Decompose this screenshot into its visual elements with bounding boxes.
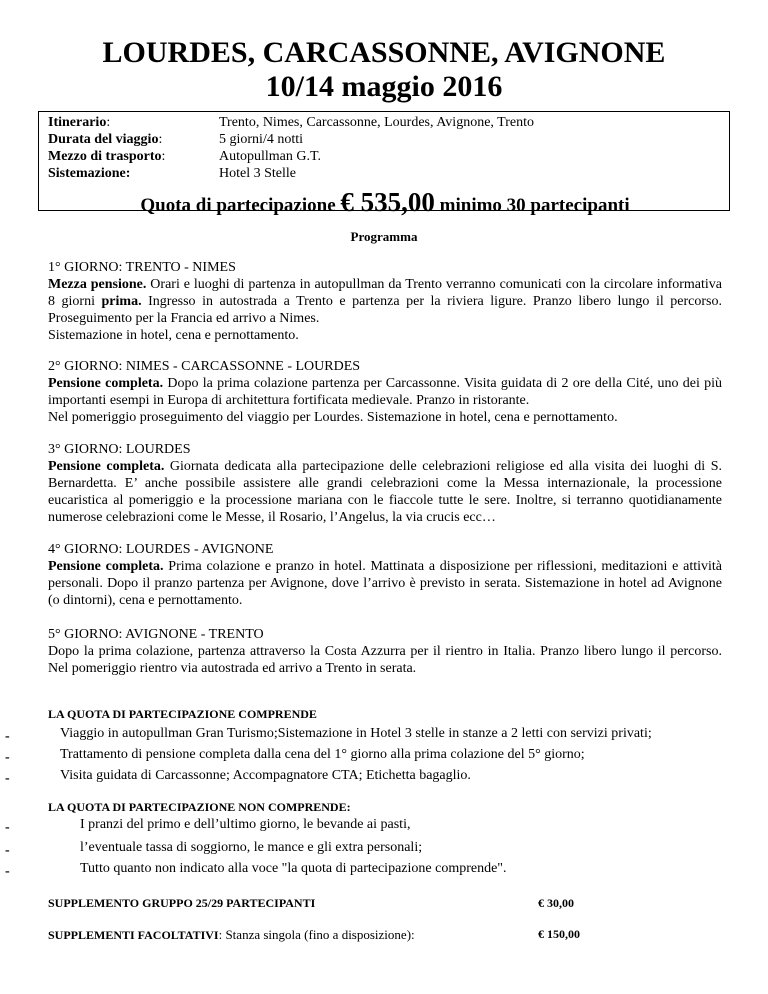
comprende-bullet-2: - xyxy=(5,750,10,765)
day-3-title: 3° GIORNO: LOURDES xyxy=(48,442,191,457)
supplemento-gruppo-price: € 30,00 xyxy=(538,896,574,910)
day-5-title: 5° GIORNO: AVIGNONE - TRENTO xyxy=(48,627,264,642)
day-4-title: 4° GIORNO: LOURDES - AVIGNONE xyxy=(48,542,274,557)
supplementi-facoltativi-price: € 150,00 xyxy=(538,927,580,941)
comprende-item-1: Viaggio in autopullman Gran Turismo;Sistemazione in Hotel 3 stelle in stanze a 2 letti con servizi privati; xyxy=(60,726,652,741)
day-3-text: Pensione completa. Giornata dedicata alla partecipazione delle celebrazioni religiose ed alla visita dei luoghi di S. Bernardetta. E’ anche possibile assistere alle grandi celebrazioni come la Messa internazionale, la processione eucaristica al pomeriggio e la processione mariana con le fiaccole tutte le sere. Inoltre, si terranno quotidianamente numerose celebrazioni come le Messe, il Rosario, l’Angelus, la via crucis ecc… xyxy=(48,459,722,525)
non-comprende-bullet-2: - xyxy=(5,843,10,858)
non-comprende-bullet-3: - xyxy=(5,864,10,879)
quota-partecipazione: Quota di partecipazione € 535,00 minimo 30 partecipanti xyxy=(140,187,630,217)
supplementi-facoltativi-label: SUPPLEMENTI FACOLTATIVI: Stanza singola (fino a disposizione): xyxy=(48,927,415,942)
day-2-text: Pensione completa. Dopo la prima colazione partenza per Carcassonne. Visita guidata di 2 ore della Cité, uno dei più importanti esempi in Europa di architettura fortificata medievale. Pranzo in ristorante. xyxy=(48,376,722,408)
day-4 xyxy=(48,541,722,609)
page-title: LOURDES, CARCASSONNE, AVIGNONE xyxy=(102,36,666,69)
info-label-durata: Durata del viaggio: xyxy=(48,132,163,147)
day-2 xyxy=(48,358,722,426)
day-2-title: 2° GIORNO: NIMES - CARCASSONNE - LOURDES xyxy=(48,359,361,374)
non-comprende-item-2: l’eventuale tassa di soggiorno, le mance e gli extra personali; xyxy=(80,840,423,855)
info-value-sistemazione: Hotel 3 Stelle xyxy=(219,166,296,181)
info-label-mezzo: Mezzo di trasporto: xyxy=(48,149,166,164)
info-label-itinerario: Itinerario: xyxy=(48,115,111,130)
day-1-text: Mezza pensione. Orari e luoghi di partenza in autopullman da Trento verranno comunicati con la circolare informativa 8 giorni prima. Ingresso in autostrada a Trento e partenza per la riviera ligure. Pranzo libero lungo il percorso. Proseguimento per la Francia ed arrivo a Nimes. xyxy=(48,277,722,326)
comprende-item-2: Trattamento di pensione completa dalla cena del 1° giorno alla prima colazione del 5° giorno; xyxy=(60,747,585,762)
day-3 xyxy=(48,441,722,526)
comprende-item-3: Visita guidata di Carcassonne; Accompagnatore CTA; Etichetta bagaglio. xyxy=(60,768,471,783)
info-box xyxy=(38,111,730,217)
supplemento-gruppo-label: SUPPLEMENTO GRUPPO 25/29 PARTECIPANTI xyxy=(48,896,316,910)
page-subtitle-dates: 10/14 maggio 2016 xyxy=(265,70,503,103)
non-comprende-bullet-1: - xyxy=(5,820,10,835)
day-5-text: Dopo la prima colazione, partenza attraverso la Costa Azzurra per il rientro in Italia. Pranzo libero lungo il percorso. Nel pomeriggio rientro via autostrada ed arrivo a Trento in serata. xyxy=(48,644,722,676)
info-value-durata: 5 giorni/4 notti xyxy=(219,132,303,147)
day-2-text-2: Nel pomeriggio proseguimento del viaggio per Lourdes. Sistemazione in hotel, cena e pernottamento. xyxy=(48,410,618,425)
comprende-bullet-3: - xyxy=(5,771,10,786)
info-value-mezzo: Autopullman G.T. xyxy=(219,149,322,164)
non-comprende-item-3: Tutto quanto non indicato alla voce "la quota di partecipazione comprende". xyxy=(80,861,507,876)
quota-price: € 535,00 xyxy=(340,187,435,217)
comprende-heading: LA QUOTA DI PARTECIPAZIONE COMPRENDE xyxy=(48,707,317,721)
info-value-itinerario: Trento, Nimes, Carcassonne, Lourdes, Avignone, Trento xyxy=(219,115,534,130)
comprende-bullet-1: - xyxy=(5,729,10,744)
programma-heading: Programma xyxy=(350,229,418,244)
non-comprende-item-1: I pranzi del primo e dell’ultimo giorno, le bevande ai pasti, xyxy=(80,817,411,832)
non-comprende-heading: LA QUOTA DI PARTECIPAZIONE NON COMPRENDE: xyxy=(48,800,351,814)
day-1 xyxy=(48,259,722,344)
day-4-text: Pensione completa. Prima colazione e pranzo in hotel. Mattinata a disposizione per riflessioni, meditazioni e attività personali. Dopo il pranzo partenza per Avignone, dove l’arrivo è previsto in serata. Sistemazione in hotel ad Avignone (o dintorni), cena e pernottamento. xyxy=(48,559,722,608)
day-1-text-2: Sistemazione in hotel, cena e pernottamento. xyxy=(48,328,299,343)
day-5 xyxy=(48,626,722,677)
day-1-title: 1° GIORNO: TRENTO - NIMES xyxy=(48,260,236,275)
info-label-sistemazione: Sistemazione: xyxy=(48,166,131,181)
